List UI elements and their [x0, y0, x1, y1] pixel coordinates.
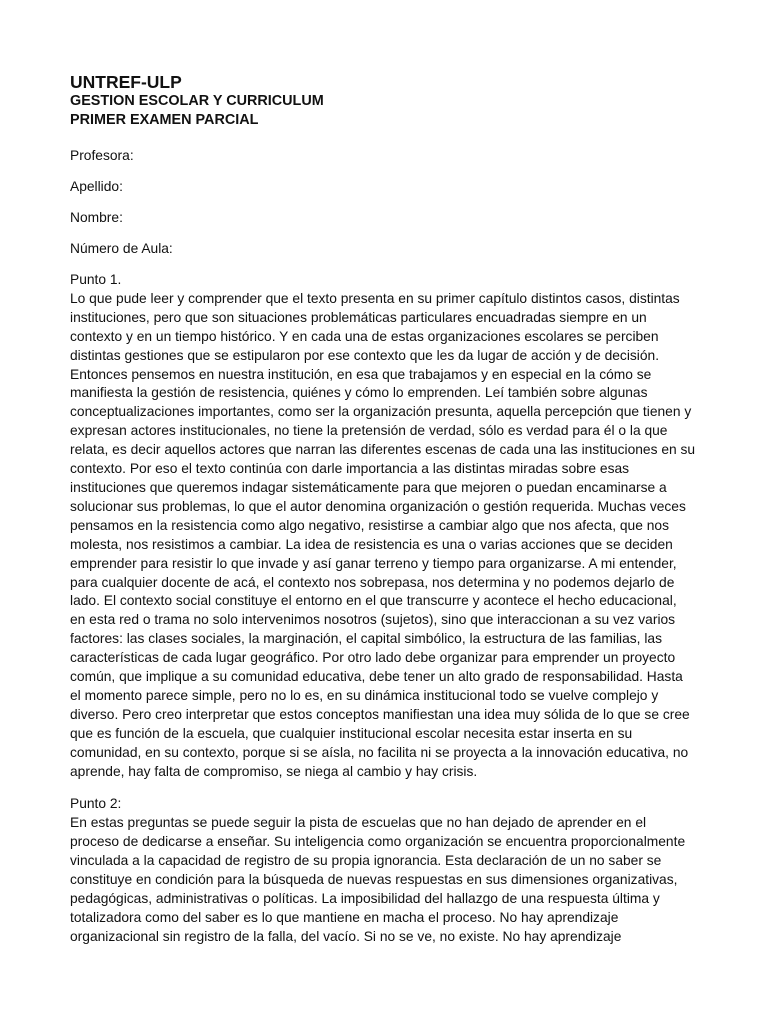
document-title: UNTREF-ULP [70, 72, 182, 92]
punto-1-section [70, 271, 710, 781]
document-page [70, 72, 710, 947]
punto-2-body: En estas preguntas se puede seguir la pista de escuelas que no han dejado de aprender en el proceso de dedicarse a enseñar. Su inteligencia como organización se encuentra proporcionalmente vinculada a la capacidad de registro de su propia ignorancia. Esta declaración de un no saber se constituye en condición para la búsqueda de nuevas respuestas en sus dimensiones organizativas, pedagógicas, administrativas o políticas. La imposibilidad del hallazgo de una respuesta última y totalizadora como del saber es lo que mantiene en macha el proceso. No hay aprendizaje organizacional sin registro de la falla, del vacío. Si no se ve, no existe. No hay aprendizaje [70, 815, 686, 944]
punto-1-body: Lo que pude leer y comprender que el texto presenta en su primer capítulo distintos casos, distintas instituciones, pero que son situaciones problemáticas particulares encuadradas siempre en un contexto y en un tiempo histórico. Y en cada una de estas organizaciones escolares se perciben distintas gestiones que se estipularon por ese contexto que les da lugar de acción y de decisión. Entonces pensemos en nuestra institución, en esa que trabajamos y en especial en la cómo se manifiesta la gestión de resistencia, quiénes y cómo lo emprenden. Leí también sobre algunas conceptualizaciones importantes, como ser la organización presunta, aquella percepción que tienen y expresan actores institucionales, no tiene la pretensión de verdad, sólo es verdad para él o la que relata, es decir aquellos actores que narran las diferentes escenas de cada una las instituciones en su contexto. Por eso el texto continúa con darle importancia a las distintas miradas sobre esas instituciones que queremos indagar sistemáticamente para que mejoren o puedan encaminarse a solucionar sus problemas, lo que el autor denomina organización o gestión requerida. Muchas veces pensamos en la resistencia como algo negativo, resistirse a cambiar algo que nos afecta, que nos molesta, nos resistimos a cambiar. La idea de resistencia es una o varias acciones que se deciden emprender para resistir lo que invade y así ganar terreno y tiempo para organizarse. A mi entender, para cualquier docente de acá, el contexto nos sobrepasa, nos determina y no podemos dejarlo de lado. El contexto social constituye el entorno en el que transcurre y acontece el hecho educacional, en esta red o trama no solo intervenimos nosotros (sujetos), sino que interaccionan a su vez varios factores: las clases sociales, la marginación, el capital simbólico, la estructura de las familias, las características de cada lugar geográfico. Por otro lado debe organizar para emprender un proyecto común, que implique a su comunidad educativa, debe tener un alto grado de responsabilidad. Hasta el momento parece simple, pero no lo es, en su dinámica institucional todo se vuelve complejo y diverso. Pero creo interpretar que estos conceptos manifiestan una idea muy sólida de lo que se cree que es función de la escuela, que cualquier institucional escolar necesita estar inserta en su comunidad, en su contexto, porque si se aísla, no facilita ni se proyecta a la innovación educativa, no aprende, hay falta de compromiso, se niega al cambio y hay crisis. [70, 290, 696, 779]
punto-1-heading: Punto 1. [70, 272, 122, 287]
punto-2-heading: Punto 2: [70, 796, 122, 812]
field-profesora: Profesora: [70, 148, 134, 163]
course-subtitle: GESTION ESCOLAR Y CURRICULUM [70, 93, 324, 109]
student-fields [70, 147, 710, 258]
punto-2-section [70, 795, 710, 946]
exam-subtitle: PRIMER EXAMEN PARCIAL [70, 112, 259, 128]
field-apellido: Apellido: [70, 179, 123, 194]
field-numero-aula: Número de Aula: [70, 241, 173, 256]
field-nombre: Nombre: [70, 210, 123, 225]
